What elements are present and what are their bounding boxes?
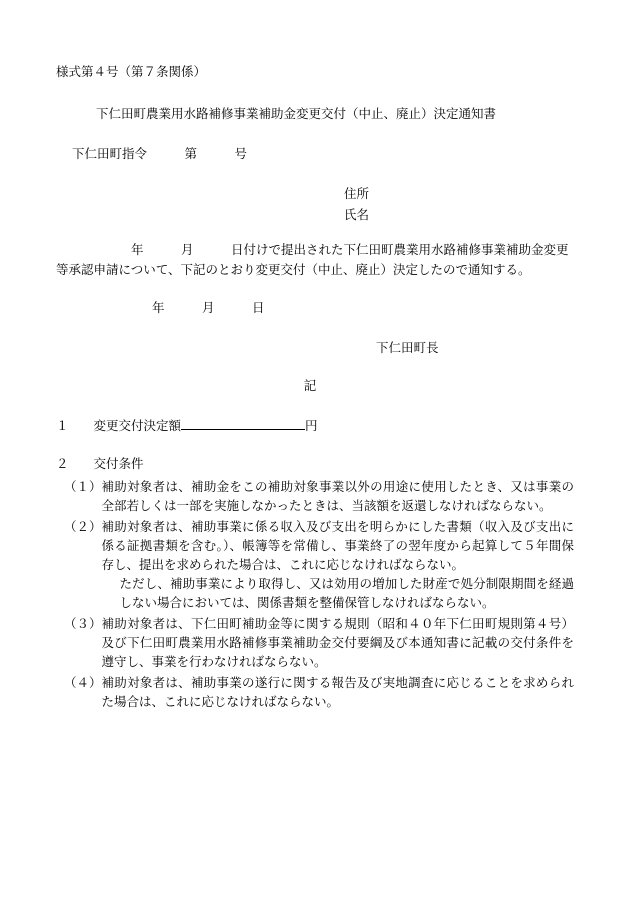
condition-text: 補助対象者は、補助事業の遂行に関する報告及び実地調査に応じることを求められた場合は、これに応じなければならない。	[101, 676, 574, 709]
condition-item	[56, 478, 574, 516]
item-1-amount	[56, 416, 574, 434]
condition-text: 補助対象者は、補助金をこの補助対象事業以外の用途に使用したとき、又は事業の全部若しくは一部を実施しなかったときは、当該額を返還しなければならない。	[101, 480, 574, 513]
condition-number: （４）	[64, 676, 102, 690]
item-1-unit: 円	[305, 419, 318, 433]
item-1-label: １ 変更交付決定額	[56, 419, 182, 433]
ki-mark: 記	[303, 379, 317, 393]
condition-text: 補助対象者は、下仁田町補助金等に関する規則（昭和４０年下仁田町規則第４号）及び下仁田町農業用水路補修事業補助金交付要綱及び本通知書に記載の交付条件を遵守し、事業を行わなければならない。	[101, 617, 574, 669]
order-number-line: 下仁田町指令 第 号	[72, 147, 248, 161]
condition-item	[56, 615, 574, 672]
condition-item	[56, 674, 574, 712]
name-label: 氏名	[344, 207, 370, 222]
condition-item	[56, 518, 574, 613]
condition-number: （３）	[64, 617, 102, 631]
item-2-label: ２ 交付条件	[56, 457, 144, 471]
body-paragraph	[56, 241, 574, 280]
amount-blank-field	[181, 429, 305, 430]
condition-number: （１）	[64, 480, 102, 494]
issue-date-line: 年 月 日	[152, 301, 265, 315]
form-number: 様式第４号（第７条関係）	[56, 65, 207, 79]
document-title: 下仁田町農業用水路補修事業補助金変更交付（中止、廃止）決定通知書	[96, 107, 497, 121]
condition-sub-text: ただし、補助事業により取得し、又は効用の増加した財産で処分制限期間を経過しない場合においては、関係書類を整備保管しなければならない。	[119, 577, 574, 610]
body-paragraph-line-2: 等承認申請について、下記のとおり変更交付（中止、廃止）決定したので通知する。	[56, 262, 531, 277]
condition-number: （２）	[64, 520, 102, 534]
address-label: 住所	[344, 187, 370, 201]
condition-main-text: 補助対象者は、補助事業に係る収入及び支出を明らかにした書類（収入及び支出に係る証拠書類を含む。）、帳簿等を常備し、事業終了の翌年度から起算して５年間保存し、提出を求められた場合は、これに応じなければならない。	[101, 520, 574, 572]
condition-text	[102, 518, 574, 613]
recipient-block	[56, 184, 574, 225]
body-paragraph-line-1: 年 月 日付けで提出された下仁田町農業用水路補修事業補助金変更	[56, 243, 569, 258]
signer-title: 下仁田町長	[376, 341, 439, 355]
